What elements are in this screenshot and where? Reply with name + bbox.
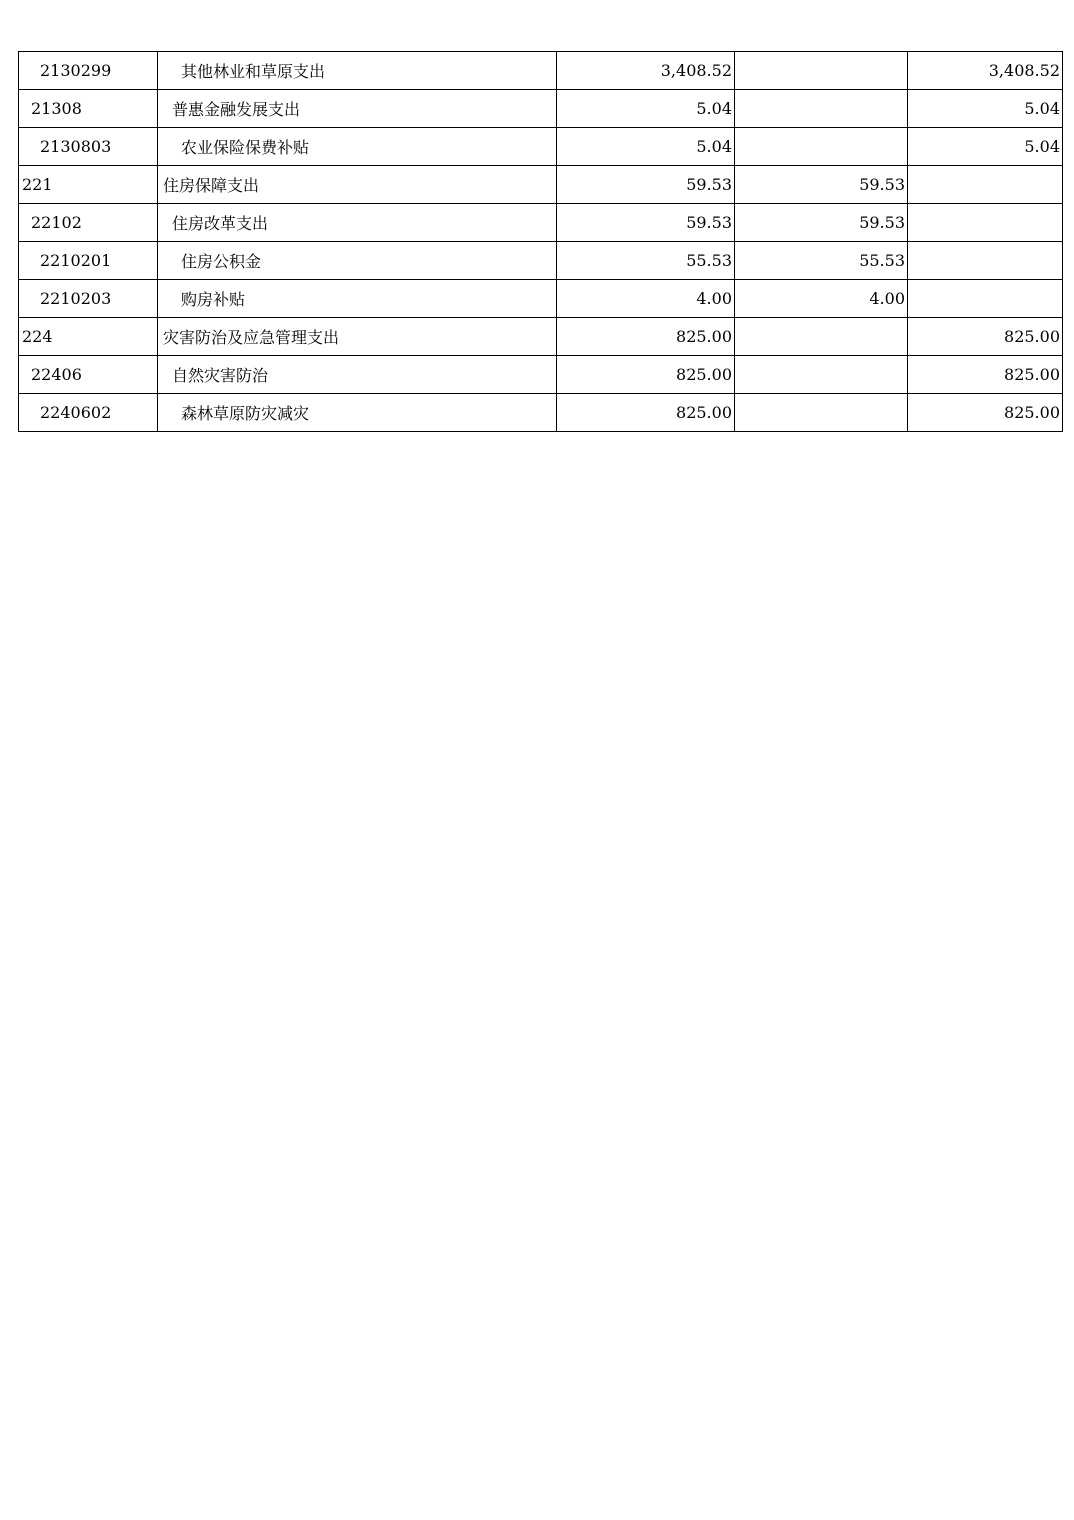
- basic-expenditure-cell: 55.53: [735, 242, 908, 280]
- subject-name-cell: 住房保障支出: [158, 166, 557, 204]
- subject-code-cell: 21308: [19, 90, 158, 128]
- table-row: [19, 394, 1063, 432]
- total-amount-cell: 825.00: [557, 318, 735, 356]
- subject-code-cell: 2210203: [19, 280, 158, 318]
- subject-code-cell: 2210201: [19, 242, 158, 280]
- project-expenditure-cell: [908, 166, 1063, 204]
- subject-name-cell: 灾害防治及应急管理支出: [158, 318, 557, 356]
- budget-expenditure-table: [18, 51, 1063, 432]
- basic-expenditure-cell: [735, 52, 908, 90]
- project-expenditure-cell: 825.00: [908, 318, 1063, 356]
- total-amount-cell: 55.53: [557, 242, 735, 280]
- subject-code-cell: 2130299: [19, 52, 158, 90]
- basic-expenditure-cell: 4.00: [735, 280, 908, 318]
- total-amount-cell: 4.00: [557, 280, 735, 318]
- subject-name-cell: 森林草原防灾减灾: [158, 394, 557, 432]
- total-amount-cell: 59.53: [557, 204, 735, 242]
- project-expenditure-cell: [908, 280, 1063, 318]
- subject-code-cell: 221: [19, 166, 158, 204]
- subject-name-cell: 住房改革支出: [158, 204, 557, 242]
- project-expenditure-cell: [908, 242, 1063, 280]
- subject-code-cell: 224: [19, 318, 158, 356]
- project-expenditure-cell: 825.00: [908, 356, 1063, 394]
- subject-name-cell: 购房补贴: [158, 280, 557, 318]
- total-amount-cell: 59.53: [557, 166, 735, 204]
- basic-expenditure-cell: [735, 394, 908, 432]
- table-row: [19, 128, 1063, 166]
- table-row: [19, 318, 1063, 356]
- subject-name-cell: 普惠金融发展支出: [158, 90, 557, 128]
- project-expenditure-cell: 825.00: [908, 394, 1063, 432]
- table-body: [19, 52, 1063, 432]
- basic-expenditure-cell: 59.53: [735, 204, 908, 242]
- total-amount-cell: 825.00: [557, 394, 735, 432]
- subject-code-cell: 22102: [19, 204, 158, 242]
- table-row: [19, 242, 1063, 280]
- total-amount-cell: 5.04: [557, 128, 735, 166]
- basic-expenditure-cell: 59.53: [735, 166, 908, 204]
- total-amount-cell: 3,408.52: [557, 52, 735, 90]
- subject-name-cell: 自然灾害防治: [158, 356, 557, 394]
- basic-expenditure-cell: [735, 128, 908, 166]
- subject-name-cell: 农业保险保费补贴: [158, 128, 557, 166]
- project-expenditure-cell: 5.04: [908, 128, 1063, 166]
- table-row: [19, 356, 1063, 394]
- table-row: [19, 204, 1063, 242]
- project-expenditure-cell: 3,408.52: [908, 52, 1063, 90]
- project-expenditure-cell: 5.04: [908, 90, 1063, 128]
- basic-expenditure-cell: [735, 90, 908, 128]
- basic-expenditure-cell: [735, 356, 908, 394]
- table-row: [19, 166, 1063, 204]
- project-expenditure-cell: [908, 204, 1063, 242]
- subject-code-cell: 2240602: [19, 394, 158, 432]
- table-row: [19, 280, 1063, 318]
- table-row: [19, 52, 1063, 90]
- table-row: [19, 90, 1063, 128]
- basic-expenditure-cell: [735, 318, 908, 356]
- subject-code-cell: 22406: [19, 356, 158, 394]
- subject-code-cell: 2130803: [19, 128, 158, 166]
- total-amount-cell: 825.00: [557, 356, 735, 394]
- total-amount-cell: 5.04: [557, 90, 735, 128]
- subject-name-cell: 其他林业和草原支出: [158, 52, 557, 90]
- subject-name-cell: 住房公积金: [158, 242, 557, 280]
